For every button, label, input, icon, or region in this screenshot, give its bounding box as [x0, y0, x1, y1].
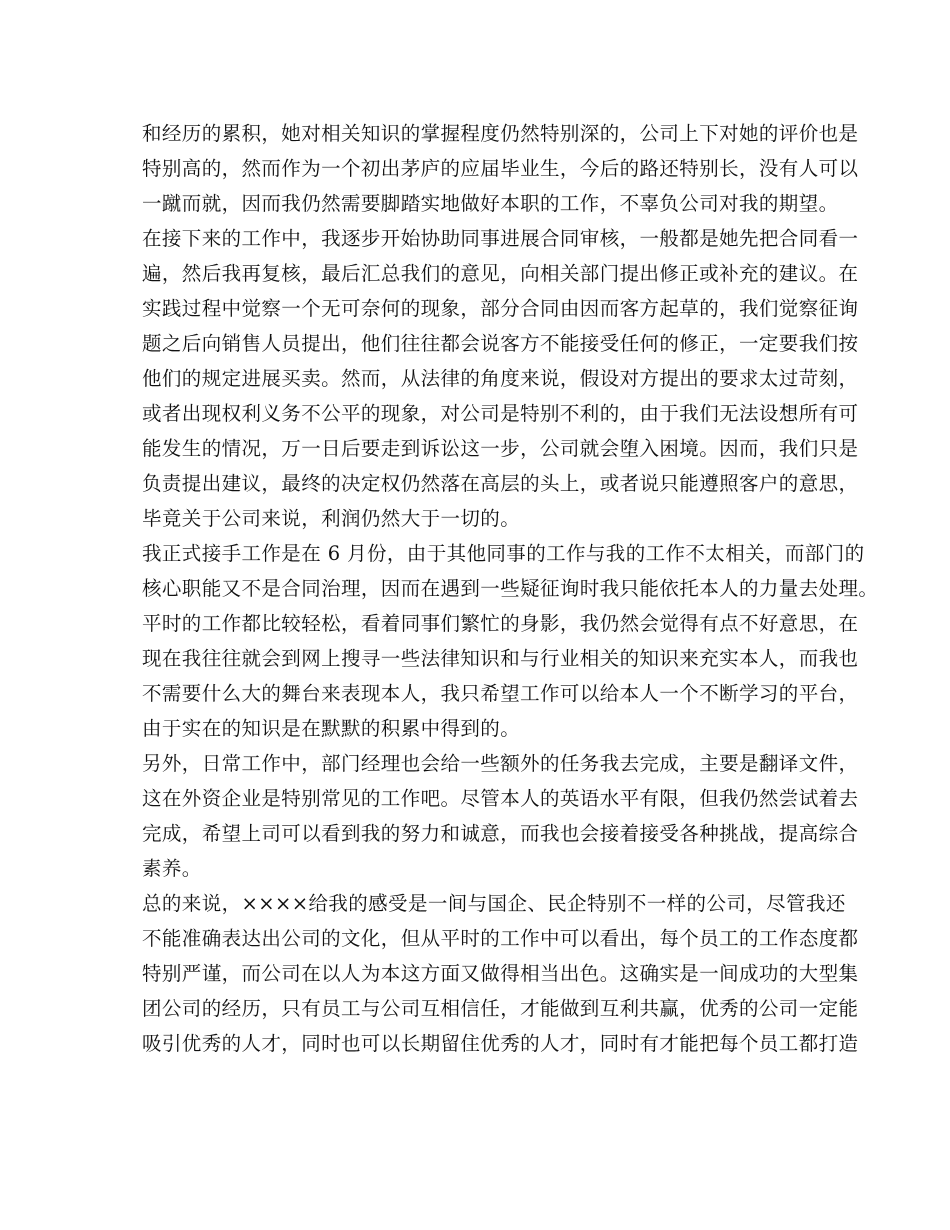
text-line: 不能准确表达出公司的文化，但从平时的工作中可以看出，每个员工的工作态度都	[142, 927, 859, 950]
text-line: 另外，日常工作中，部门经理也会给一些额外的任务我去完成，主要是翻译文件，	[142, 752, 859, 775]
text-line: 核心职能又不是合同治理，因而在遇到一些疑征询时我只能依托本人的力量去处理。	[142, 577, 879, 600]
text-line: 吸引优秀的人才，同时也可以长期留住优秀的人才，同时有才能把每个员工都打造	[142, 1032, 859, 1055]
text-line: 特别高的，然而作为一个初出茅庐的应届毕业生，今后的路还特别长，没有人可以	[142, 157, 859, 180]
text-line: 这在外资企业是特别常见的工作吧。尽管本人的英语水平有限，但我仍然尝试着去	[142, 787, 859, 810]
text-line: 我正式接手工作是在 6 月份，由于其他同事的工作与我的工作不太相关，而部门的	[142, 542, 865, 565]
text-line: 团公司的经历，只有员工与公司互相信任，才能做到互利共赢，优秀的公司一定能	[142, 997, 859, 1020]
text-line: 在接下来的工作中，我逐步开始协助同事进展合同审核，一般都是她先把合同看一	[142, 227, 859, 250]
text-line: 或者出现权利义务不公平的现象，对公司是特别不利的，由于我们无法设想所有可	[142, 402, 859, 425]
text-line: 他们的规定进展买卖。然而，从法律的角度来说，假设对方提出的要求太过苛刻，	[142, 367, 859, 390]
document-body	[142, 116, 879, 1061]
text-line: 平时的工作都比较轻松，看着同事们繁忙的身影，我仍然会觉得有点不好意思，在	[142, 612, 859, 635]
text-line: 毕竟关于公司来说，利润仍然大于一切的。	[142, 507, 521, 530]
text-line: 负责提出建议，最终的决定权仍然落在高层的头上，或者说只能遵照客户的意思，	[142, 472, 859, 495]
text-line: 一蹴而就，因而我仍然需要脚踏实地做好本职的工作，不辜负公司对我的期望。	[142, 192, 839, 215]
text-line: 和经历的累积，她对相关知识的掌握程度仍然特别深的，公司上下对她的评价也是	[142, 122, 859, 145]
text-line: 不需要什么大的舞台来表现本人，我只希望工作可以给本人一个不断学习的平台，	[142, 682, 859, 705]
text-line: 完成，希望上司可以看到我的努力和诚意，而我也会接着接受各种挑战，提高综合	[142, 822, 859, 845]
text-line: 总的来说，××××给我的感受是一间与国企、民企特别不一样的公司，尽管我还	[142, 892, 846, 915]
text-line: 遍，然后我再复核，最后汇总我们的意见，向相关部门提出修正或补充的建议。在	[142, 262, 859, 285]
text-line: 题之后向销售人员提出，他们往往都会说客方不能接受任何的修正，一定要我们按	[142, 332, 859, 355]
text-line: 实践过程中觉察一个无可奈何的现象，部分合同由因而客方起草的，我们觉察征询	[142, 297, 859, 320]
text-line: 能发生的情况，万一日后要走到诉讼这一步，公司就会堕入困境。因而，我们只是	[142, 437, 859, 460]
text-line: 素养。	[142, 857, 202, 880]
text-line: 现在我往往就会到网上搜寻一些法律知识和与行业相关的知识来充实本人，而我也	[142, 647, 859, 670]
text-line: 由于实在的知识是在默默的积累中得到的。	[142, 717, 521, 740]
text-line: 特别严谨，而公司在以人为本这方面又做得相当出色。这确实是一间成功的大型集	[142, 962, 859, 985]
